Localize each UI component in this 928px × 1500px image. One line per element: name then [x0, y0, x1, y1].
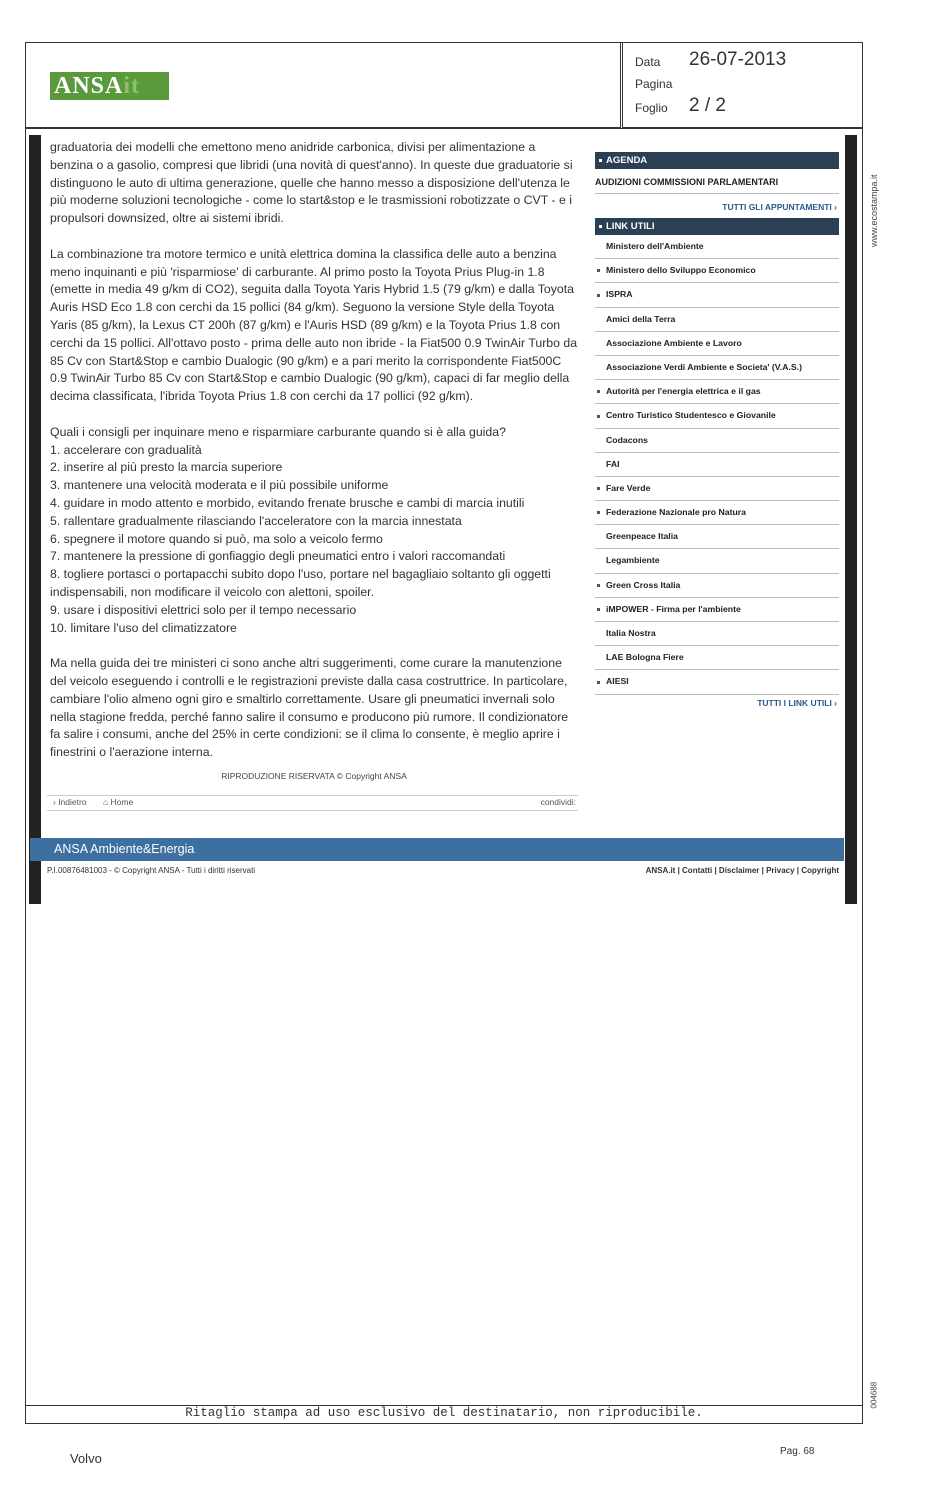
article-nav: [47, 795, 578, 811]
sidebar-link[interactable]: [595, 670, 839, 694]
sidebar-link-label: Italia Nostra: [606, 628, 656, 638]
tip-item: 10. limitare l'uso del climatizzatore: [50, 620, 237, 635]
sidebar-link-label: FAI: [606, 458, 620, 469]
sidebar-link-label: Fare Verde: [606, 482, 651, 493]
agenda-item[interactable]: AUDIZIONI COMMISSIONI PARLAMENTARI: [595, 169, 839, 194]
sidebar-link[interactable]: [595, 283, 839, 307]
all-appointments-link[interactable]: TUTTI GLI APPUNTAMENTI ›: [722, 202, 837, 212]
tip-item: 1. accelerare con gradualità: [50, 442, 202, 457]
bullet-icon: [599, 225, 602, 228]
ansa-logo: ANSAit: [50, 72, 169, 100]
sidebar-link-label: LAE Bologna Fiere: [606, 652, 684, 663]
sidebar-link[interactable]: [595, 453, 839, 477]
date-value: 26-07-2013: [689, 49, 787, 70]
page-label: Pagina: [635, 77, 673, 91]
links-header: LINK UTILI: [595, 218, 839, 235]
sidebar-link[interactable]: [595, 429, 839, 453]
sidebar-link[interactable]: [595, 574, 839, 598]
footer-copyright: P.I.00876481003 - © Copyright ANSA - Tutti i diritti riservati: [47, 866, 256, 875]
sheet-label: Foglio: [635, 101, 668, 115]
article-paragraph: graduatoria dei modelli che emettono meno anidride carbonica, divisi per alimentazione a benzina o a gasolio, compresi que libridi (una novità di quest'anno). In queste due graduatorie si distinguono le auto di ultima generazione, quelle che hanno messo a disposizione dell'utenza le più moderne soluzioni tecnologiche - come lo start&stop e le trasmissioni robotizzate o CVT - e i propulsori downsized, oltre ai sistemi ibridi.: [50, 140, 573, 226]
sidebar-link[interactable]: [595, 598, 839, 622]
sidebar-link-label: Legambiente: [606, 555, 660, 566]
sidebar-link-label: Associazione Verdi Ambiente e Societa' (V.A.S.): [606, 361, 802, 372]
tip-item: 8. togliere portasci o portapacchi subito dopo l'uso, portare nel bagagliaio soltanto gli oggetti indispensabili, non modificare il veicolo con alettoni, spoiler.: [50, 567, 551, 599]
sidebar: [595, 152, 839, 708]
sidebar-link[interactable]: [595, 477, 839, 501]
sidebar-link-label: Associazione Ambiente e Lavoro: [606, 337, 742, 348]
tip-item: 9. usare i dispositivi elettrici solo per il tempo necessario: [50, 602, 357, 617]
article-paragraph: Ma nella guida dei tre ministeri ci sono anche altri suggerimenti, come curare la manutenzione del veicolo eseguendo i controlli e le registrazioni previste dalla casa costruttrice. In particolare, cambiare l'olio almeno ogni giro e smaltirlo correttamente. Usare gli pneumatici invernali solo nella stagione fredda, perché fanno salire il consumo e producono più rumore. Il condizionatore fa salire i consumi, anche del 25% in certe condizioni: se il clima lo consente, è meglio aprire i finestrini o l'aerazione interna.: [50, 656, 569, 760]
bullet-icon: [599, 159, 602, 162]
article-body: [50, 139, 578, 780]
agenda-header: AGENDA: [595, 152, 839, 169]
sidebar-link[interactable]: [595, 259, 839, 283]
tip-item: 4. guidare in modo attento e morbido, evitando frenate brusche e cambi di marcia inutili: [50, 495, 525, 510]
sidebar-link[interactable]: [595, 646, 839, 670]
tip-item: 5. rallentare gradualmente rilasciando l'acceleratore con la marcia innestata: [50, 513, 462, 528]
bullet-icon: [597, 511, 600, 514]
sidebar-link[interactable]: [595, 622, 839, 646]
back-link[interactable]: › Indietro: [53, 797, 87, 807]
sidebar-link[interactable]: [595, 501, 839, 525]
links-list: [595, 235, 839, 695]
left-dark-bar: [29, 135, 41, 904]
footer-links[interactable]: ANSA.it | Contatti | Disclaimer | Privacy | Copyright: [645, 866, 839, 875]
side-url: www.ecostampa.it: [869, 174, 879, 247]
sidebar-link[interactable]: [595, 549, 839, 573]
article-question: Quali i consigli per inquinare meno e risparmiare carburante quando si è alla guida?: [50, 424, 506, 439]
right-dark-bar: [845, 135, 857, 904]
sidebar-link-label: Green Cross Italia: [606, 579, 681, 590]
bullet-icon: [597, 415, 600, 418]
sidebar-link-label: Centro Turistico Studentesco e Giovanile: [606, 410, 776, 421]
bullet-icon: [597, 269, 600, 272]
tip-item: 6. spegnere il motore quando si può, ma solo a veicolo fermo: [50, 531, 383, 546]
sidebar-link-label: Amici della Terra: [606, 313, 676, 324]
bullet-icon: [597, 681, 600, 684]
brand-label: Volvo: [70, 1451, 102, 1466]
tip-item: 3. mantenere una velocità moderata e il più possibile uniforme: [50, 478, 389, 493]
sidebar-link-label: Ministero dell'Ambiente: [606, 241, 704, 251]
copyright-notice: RIPRODUZIONE RISERVATA © Copyright ANSA: [221, 771, 407, 781]
sidebar-link-label: AIESI: [606, 676, 629, 687]
sidebar-link-label: Autorità per l'energia elettrica e il gas: [606, 386, 761, 397]
page-number: Pag. 68: [780, 1446, 815, 1457]
tips-list: [50, 442, 578, 638]
all-links-link[interactable]: TUTTI I LINK UTILI ›: [757, 697, 837, 708]
sidebar-link[interactable]: [595, 332, 839, 356]
sidebar-link[interactable]: [595, 380, 839, 404]
side-code: 004688: [869, 1381, 879, 1409]
sidebar-link[interactable]: [595, 525, 839, 549]
tip-item: 7. mantenere la pressione di gonfiaggio degli pneumatici entro i valori raccomandati: [50, 549, 506, 564]
sidebar-link[interactable]: [595, 235, 839, 259]
bullet-icon: [597, 390, 600, 393]
footer-band: ANSA Ambiente&Energia: [30, 838, 844, 861]
sidebar-link-label: iMPOWER - Firma per l'ambiente: [606, 603, 741, 614]
sidebar-link-label: ISPRA: [606, 289, 633, 300]
sidebar-link-label: Codacons: [606, 434, 648, 445]
bullet-icon: [597, 584, 600, 587]
article-paragraph: La combinazione tra motore termico e unità elettrica domina la classifica delle auto a benzina meno inquinanti e più 'risparmiose' di carburante. Al primo posto la Toyota Prius Plug-in 1.8 (emette in media 49 g/km di CO2), seguita dalla Toyota Yaris Hybrid 1.5 (79 g/km) e dalla Toyota Auris HSD Eco 1.8 con cerchi da 15 pollici (84 g/km). Seguono la versione Style della Toyota Yaris (85 g/km), la Lexus CT 200h (87 g/km) e l'Auris HSD (89 g/km) e la Toyota Prius 1.8 con cerchi da 15 pollici. All'ottavo posto - prima delle auto non ibride - la Fiat500 0.9 TwinAir Turbo da 85 Cv con Start&Stop e cambio Dualogic (90 g/km) e a pari merito la corrispondente Fiat500C 0.9 TwinAir Turbo 85 Cv con Start&Stop e cambio Dualogic (90 g/km), capaci di far meglio della decima classificata, l'ibrida Toyota Prius 1.8 con cerchi da 17 pollici (92 g/km).: [50, 246, 578, 404]
sidebar-link-label: Greenpeace Italia: [606, 531, 678, 542]
disclaimer: Ritaglio stampa ad uso esclusivo del destinatario, non riproducibile.: [185, 1406, 703, 1420]
bullet-icon: [597, 608, 600, 611]
header-rule: [25, 128, 863, 129]
sidebar-link[interactable]: [595, 308, 839, 332]
sidebar-link[interactable]: [595, 404, 839, 428]
sidebar-link-label: Ministero dello Sviluppo Economico: [606, 265, 756, 276]
sheet-value: 2 / 2: [689, 95, 726, 116]
sidebar-link[interactable]: [595, 356, 839, 380]
home-link[interactable]: ⌂ Home: [103, 797, 134, 807]
bullet-icon: [597, 487, 600, 490]
date-label: Data: [635, 55, 661, 69]
tip-item: 2. inserire al più presto la marcia superiore: [50, 460, 283, 475]
share-label: condividi:: [540, 797, 576, 807]
bullet-icon: [597, 294, 600, 297]
sidebar-link-label: Federazione Nazionale pro Natura: [606, 507, 746, 518]
